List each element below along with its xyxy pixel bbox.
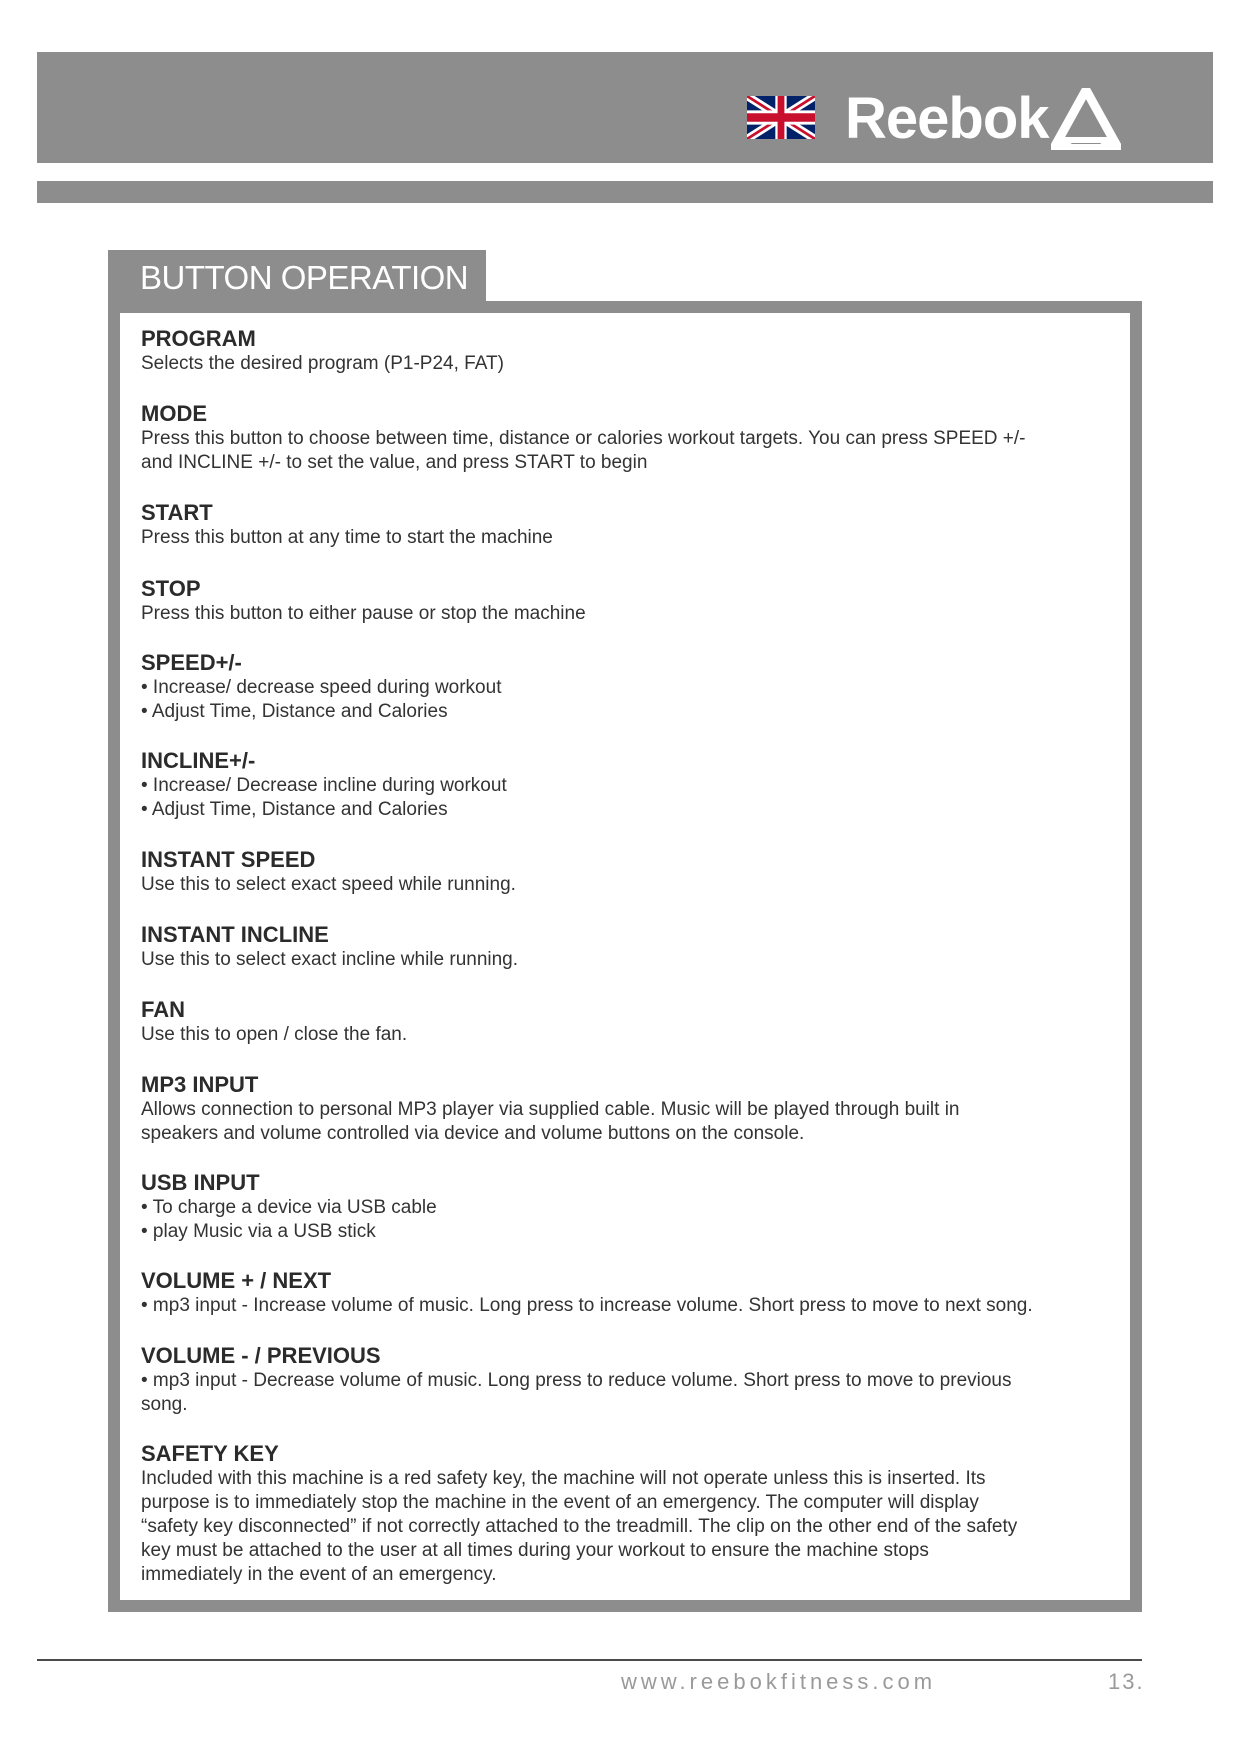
item-usb-input <box>141 1170 1116 1244</box>
item-title: INCLINE+/- <box>141 748 256 773</box>
item-text: song. <box>141 1394 188 1415</box>
item-title: STOP <box>141 576 201 601</box>
uk-flag-icon <box>747 96 815 139</box>
item-title: INSTANT SPEED <box>141 847 316 872</box>
button-operation-panel <box>108 301 1142 1612</box>
footer-url: www.reebokfitness.com <box>621 1669 937 1694</box>
item-mode <box>141 401 1116 475</box>
item-safety-key <box>141 1441 1116 1587</box>
item-text: Press this button at any time to start the machine <box>141 527 553 548</box>
item-text: • Adjust Time, Distance and Calories <box>141 701 448 722</box>
item-text: • Increase/ decrease speed during workout <box>141 677 502 698</box>
item-title: VOLUME + / NEXT <box>141 1268 332 1293</box>
item-program <box>141 326 1116 376</box>
item-incline <box>141 748 1116 822</box>
reebok-delta-icon <box>1051 88 1121 150</box>
item-text: Press this button to either pause or stop the machine <box>141 603 586 624</box>
item-text: Included with this machine is a red safety key, the machine will not operate unless this is inserted. Its <box>141 1468 986 1489</box>
item-title: MODE <box>141 401 207 426</box>
item-text: key must be attached to the user at all times during your workout to ensure the machine stops <box>141 1540 929 1561</box>
item-title: FAN <box>141 997 185 1022</box>
item-title: SPEED+/- <box>141 650 242 675</box>
item-text: Use this to select exact speed while running. <box>141 874 516 895</box>
item-title: SAFETY KEY <box>141 1441 279 1466</box>
item-title: USB INPUT <box>141 1170 260 1195</box>
item-text: Allows connection to personal MP3 player via supplied cable. Music will be played through built in <box>141 1099 960 1120</box>
page-number: 13. <box>1108 1669 1145 1694</box>
item-text: and INCLINE +/- to set the value, and press START to begin <box>141 452 648 473</box>
item-title: PROGRAM <box>141 326 256 351</box>
item-instant-incline <box>141 922 1116 972</box>
item-volume-next <box>141 1268 1116 1318</box>
section-title: BUTTON OPERATION <box>140 259 469 296</box>
item-text: Press this button to choose between time, distance or calories workout targets. You can press SPEED +/- <box>141 428 1026 449</box>
item-title: INSTANT INCLINE <box>141 922 329 947</box>
item-speed <box>141 650 1116 724</box>
item-text: purpose is to immediately stop the machine in the event of an emergency. The computer will display <box>141 1492 979 1513</box>
item-stop <box>141 576 1116 626</box>
item-volume-previous <box>141 1343 1116 1417</box>
item-text: • mp3 input - Increase volume of music. Long press to increase volume. Short press to move to next song. <box>141 1295 1033 1316</box>
item-text: • mp3 input - Decrease volume of music. Long press to reduce volume. Short press to move to previous <box>141 1370 1012 1391</box>
item-text: Use this to open / close the fan. <box>141 1024 408 1045</box>
item-text: Selects the desired program (P1-P24, FAT) <box>141 353 504 374</box>
item-text: immediately in the event of an emergency. <box>141 1564 497 1585</box>
item-text: • play Music via a USB stick <box>141 1221 376 1242</box>
item-text: “safety key disconnected” if not correctly attached to the treadmill. The clip on the other end of the safety <box>141 1516 1018 1537</box>
item-instant-speed <box>141 847 1116 897</box>
brand-name: Reebok <box>845 86 1049 151</box>
brand-logo <box>845 84 1121 154</box>
item-mp3-input <box>141 1072 1116 1146</box>
item-title: VOLUME - / PREVIOUS <box>141 1343 381 1368</box>
item-start <box>141 500 1116 550</box>
item-text: speakers and volume controlled via device and volume buttons on the console. <box>141 1123 805 1144</box>
item-text: • Adjust Time, Distance and Calories <box>141 799 448 820</box>
item-text: Use this to select exact incline while running. <box>141 949 519 970</box>
footer-divider <box>37 1659 1142 1661</box>
item-title: MP3 INPUT <box>141 1072 259 1097</box>
panel-content <box>120 313 1130 1600</box>
item-fan <box>141 997 1116 1047</box>
item-text: • Increase/ Decrease incline during workout <box>141 775 507 796</box>
item-title: START <box>141 500 213 525</box>
item-text: • To charge a device via USB cable <box>141 1197 437 1218</box>
sub-header-bar <box>37 181 1213 203</box>
